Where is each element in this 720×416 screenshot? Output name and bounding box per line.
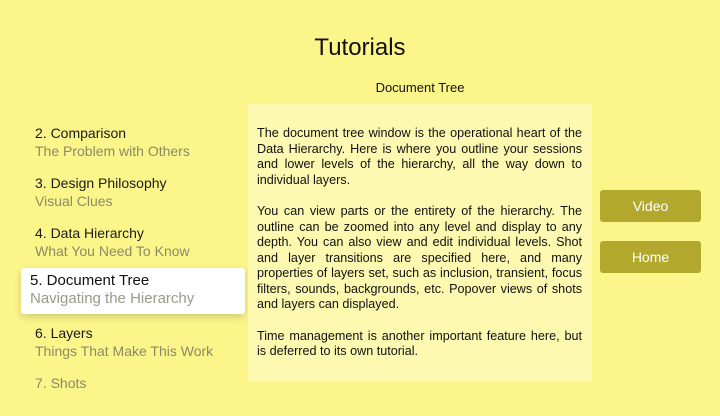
- list-item-title: 3. Design Philosophy: [35, 175, 167, 191]
- content-panel-title: Document Tree: [375, 80, 465, 95]
- list-item-data-hierarchy[interactable]: [20, 220, 246, 266]
- list-item-document-tree[interactable]: [21, 268, 245, 314]
- list-item-title: 2. Comparison: [35, 125, 127, 141]
- tutorial-list[interactable]: [20, 112, 246, 391]
- content-panel: [248, 104, 592, 382]
- list-item-comparison[interactable]: [20, 120, 246, 166]
- list-item-title: 4. Data Hierarchy: [35, 225, 144, 241]
- content-paragraph: You can view parts or the entirety of the hierarchy. The outline can be zoomed into any level and display to any depth. You can also view and edit individual levels. Shot and layer transitions are specified here, and many properties of layers set, such as inclusion, transient, focus filters, sounds, backgrounds, etc. Popover views of shots and layers can displayed.: [257, 204, 582, 311]
- list-item-title: 6. Layers: [35, 325, 93, 341]
- list-item-subtitle: What You Need To Know: [35, 243, 190, 259]
- list-item-layers[interactable]: [20, 320, 246, 366]
- list-item-subtitle: Navigating the Hierarchy: [30, 290, 195, 307]
- list-item-subtitle: The Problem with Others: [35, 143, 190, 159]
- list-item-title: 7. Shots: [35, 375, 87, 391]
- list-item-title: 5. Document Tree: [30, 272, 150, 289]
- content-paragraph: The document tree window is the operational heart of the Data Hierarchy. Here is where you outline your sessions and lower levels of the hierarchy, all the way down to individual layers.: [257, 126, 582, 187]
- list-item-design-philosophy[interactable]: [20, 170, 246, 216]
- content-paragraph: Time management is another important feature here, but is deferred to its own tutorial.: [257, 328, 582, 358]
- list-item-subtitle: Visual Clues: [35, 193, 113, 209]
- page-title: Tutorials: [314, 34, 406, 61]
- video-button[interactable]: Video: [600, 190, 701, 222]
- list-item-shots[interactable]: [20, 370, 246, 416]
- list-item-subtitle: Things That Make This Work: [35, 343, 214, 359]
- home-button[interactable]: Home: [600, 241, 701, 273]
